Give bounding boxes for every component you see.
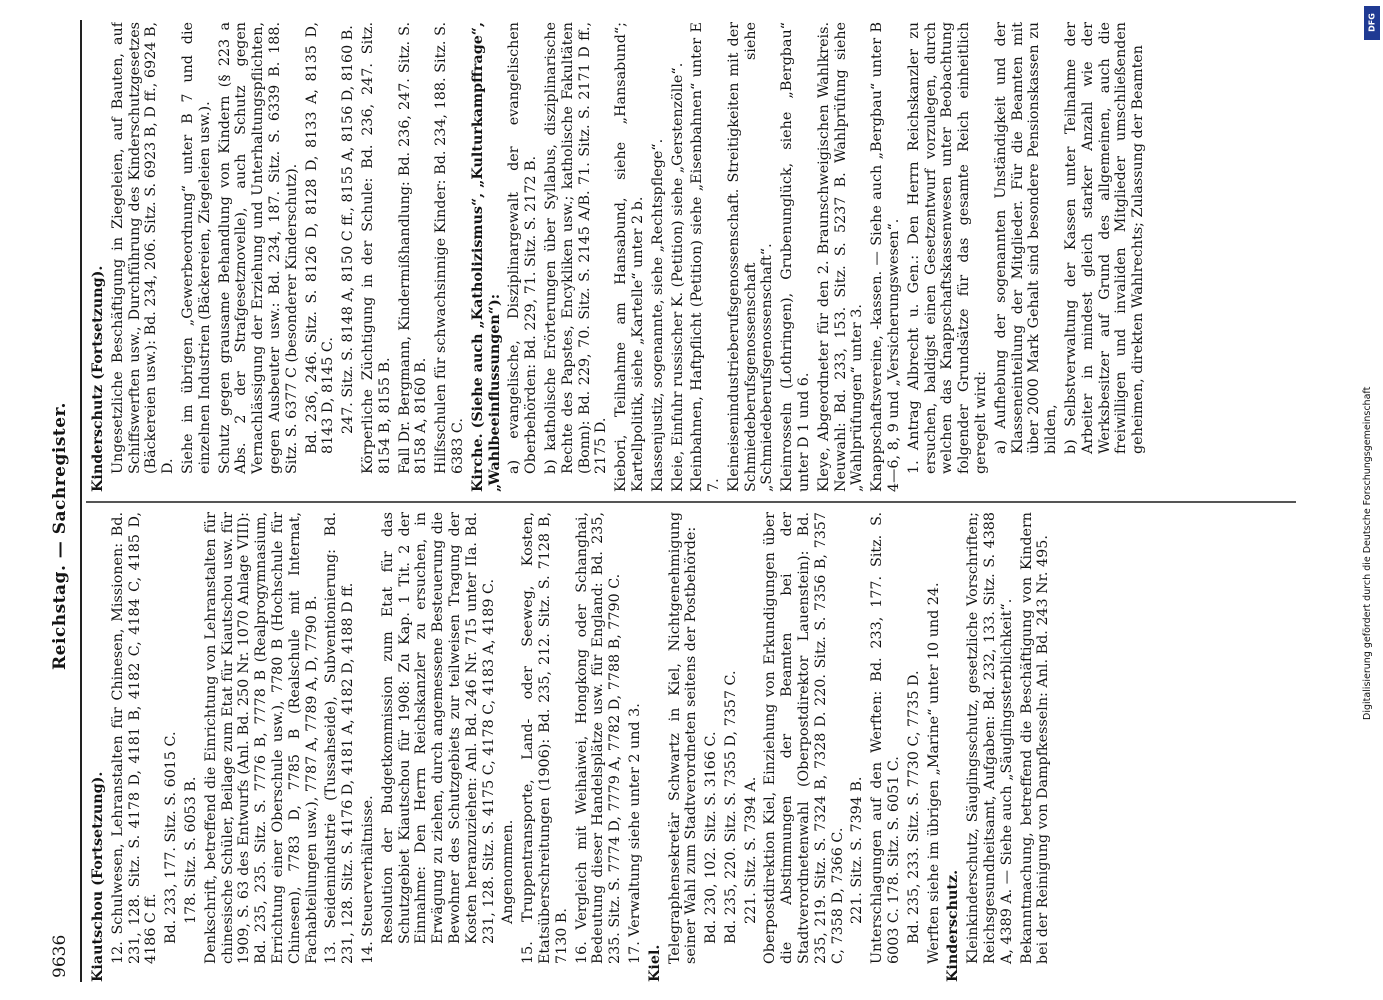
index-entry: Bekanntmachung, betreffend die Beschäftigung von Kindern bei der Reinigung von Dampfkesseln: Anl. Bd. 243 Nr. 495. — [1018, 512, 1052, 964]
index-heading: Kiel. — [646, 944, 663, 982]
index-entry: a) evangelische, Disziplinargewalt der evangelischen Oberbehörden: Bd. 229, 71. Sitz. S. 2172 B. — [506, 22, 540, 474]
index-entry: Fall Dr. Bergmann, Kindermißhandlung: Bd. 236, 247. Sitz. S. 8158 A, 8160 B. — [396, 22, 430, 474]
index-entry: Hilfsschulen für schwachsinnige Kinder: Bd. 234, 188. Sitz. S. 6383 C. — [433, 22, 466, 474]
index-entry: Denkschrift, betreffend die Einrichtung von Lehranstalten für chinesische Schüler, Beilage zum Etat für Kiautschou usw. für 1909, S. 63 des Entwurfs (Anl. Bd. 250 Nr. 1070 Anlage VIII): Bd. 235, 235. Sitz. S. 7776 B, 7778 B (Realprogymnasium, Errichtung einer Oberschule usw.), 7780 B (Hochschule für Chinesen), 7783 D, 7785 B (Realschule mit Internat, Fachabteilungen usw.), 7787 A, 7789 A, D, 7790 B. — [202, 512, 320, 964]
index-entry: Angenommen. — [500, 819, 517, 924]
index-entry: Oberpostdirektion Kiel, Einziehung von Erkundigungen über die Abstimmungen der Beamten bei der Stadtverordnetenwahl (Oberpostdirektor Lauenstein): Bd. 235, 219. Sitz. S. 7324 B, 7328 D. 220. Sitz. S. 7356 B, 7357 C, 7358 D, 7366 C. — [762, 512, 846, 964]
index-entry: Kleineisenindustrieberufsgenossenschaft. Streitigkeiten mit der Schmiedeberufsgenossenschaft siehe „Schmiedeberufsgenossenschaft“. — [725, 22, 776, 492]
dfg-logo: DFG — [1364, 6, 1380, 40]
credit-strip — [1362, 20, 1376, 720]
index-entry: Schutz gegen grausame Behandlung von Kindern (§ 223 a Abs. 2 der Strafgesetznovelle), auch Schutz gegen Vernachlässigung der Erziehung und Unterhaltungspflichten, gegen Ausbeuter usw.: Bd. 234, 187. Sitz. S. 6339 B. 188. Sitz. S. 6377 C (besonderer Kinderschutz). — [216, 22, 300, 474]
index-entry: Bd. 233, 177. Sitz. S. 6015 C. — [163, 731, 180, 944]
index-entry: Ungesetzliche Beschäftigung in Ziegeleien, auf Bauten, auf Schiffswerften usw., Durchführung des Kinderschutzgesetzes (Bäckereien usw.): Bd. 234, 206. Sitz. S. 6923 B, D ff., 6924 B, D. — [109, 22, 177, 474]
index-entry: Telegraphensekretär Schwartz in Kiel, Nichtgenehmigung seiner Wahl zum Stadtverordneten seitens der Postbehörde: — [666, 512, 700, 964]
index-entry: Kleye, Abgeordneter für den 2. Braunschweigischen Wahlkreis. Neuwahl: Bd. 233, 153. Sitz. S. 5237 B. Wahlprüfung siehe „Wahlprüfungen“ unter 3. — [815, 22, 866, 492]
index-entry: Werften siehe im übrigen „Marine“ unter 10 und 24. — [925, 582, 942, 964]
index-entry: Siehe im übrigen „Gewerbeordnung“ unter B 7 und die einzelnen Industrien (Bäckereien, Ziegeleien usw.). — [179, 22, 213, 474]
index-entry: 178. Sitz. S. 6053 B. — [182, 776, 199, 924]
page-number: 9636 — [50, 934, 70, 978]
index-entry: Kleinkinderschutz, Säuglingsschutz, gesetzliche Vorschriften; Reichsgesundheitsamt, Aufgaben: Bd. 232, 133. Sitz. S. 4388 A, 4389 A. — Siehe auch „Säuglingssterblichkeit“. — [965, 512, 1015, 964]
index-entry: 14. Steuerverhältnisse. — [359, 795, 376, 964]
index-entry: 12. Schulwesen, Lehranstalten für Chinesen, Missionen: Bd. 231, 128. Sitz. S. 4178 D, 4181 B, 4182 C, 4184 C, 4185 D, 4186 C ff. — [109, 512, 160, 964]
index-entry: 221. Sitz. S. 7394 A. — [742, 776, 759, 924]
right-column — [90, 22, 1290, 492]
index-entry: Unterschlagungen auf den Werften: Bd. 233, 177. Sitz. S. 6003 C. 178. Sitz. S. 6051 C. — [869, 512, 903, 964]
index-entry: Resolution der Budgetkommission zum Etat für das Schutzgebiet Kiautschou für 1908: Zu Kap. 1 Tit. 2 der Einnahme: Den Herrn Reichskanzler zu ersuchen, in Erwägung zu ziehen, durch angemessene Besteuerung die Bewohner des Schutzgebiets zur teilweisen Tragung der Kosten heranzuziehen: Anl. Bd. 246 Nr. 715 unter IIa. Bd. 231, 128. Sitz. S. 4175 C, 4178 C, 4183 A, 4189 C. — [379, 512, 497, 944]
index-entry: 13. Seidenindustrie (Tussahseide), Subventionierung: Bd. 231, 128. Sitz. S. 4176 D, 4181 A, 4182 D, 4188 D ff. — [323, 512, 357, 964]
column-separator — [86, 502, 1296, 504]
header-rule — [80, 20, 82, 982]
index-entry: 221. Sitz. S. 7394 B. — [849, 776, 866, 924]
index-entry: 16. Vergleich mit Weihaiwei, Hongkong oder Schanghai, Bedeutung dieser Handelsplätze usw. für England: Bd. 235, 235. Sitz. S. 7774 D, 7779 A, 7782 D, 7788 B, 7790 C. — [573, 512, 624, 964]
digitization-credit: Digitalisierung gefördert durch die Deutsche Forschungsgemeinschaft — [1362, 386, 1373, 720]
index-heading: Kinderschutz. — [945, 869, 962, 982]
index-entry: Kleie, Einfuhr russischer K. (Petition) siehe „Gerstenzölle“. — [669, 62, 686, 492]
index-heading: Kirche. (Siehe auch „Katholizismus“, „Kulturkampffrage“, „Wahlbeeinflussungen“): — [469, 22, 503, 492]
index-entry: 17. Verwaltung siehe unter 2 und 3. — [626, 703, 643, 964]
index-heading: Kinderschutz (Fortsetzung). — [90, 265, 106, 492]
index-entry: Klassenjustiz, sogenannte, siehe „Rechtspflege“. — [649, 138, 666, 492]
index-entry: Bd. 236, 246. Sitz. S. 8126 D, 8128 D, 8133 A, 8135 D, 8143 D, 8145 C. — [303, 22, 337, 454]
index-entry: b) Selbstverwaltung der Kassen unter Teilnahme der Arbeiter in mindest gleich starker Anzahl wie der Werksbesitzer auf Grund des allgemeinen, auch die freiwilligen und invaliden Mitglieder umschließenden geheimen, direkten Wahlrechts; Zulassung der Beamten — [1063, 22, 1147, 454]
index-entry: 15. Truppentransporte, Land- oder Seeweg, Kosten, Etatsüberschreitungen (1906): Bd. 235, 212. Sitz. S. 7128 B, 7130 B. — [520, 512, 570, 964]
index-entry: 1. Antrag Albrecht u. Gen.: Den Herrn Reichskanzler zu ersuchen, baldigst einen Gesetzentwurf vorzulegen, durch welchen das Knappschaftskassenwesen unter Beobachtung folgender Grundsätze für das gesamte Reich einheitlich geregelt wird: — [905, 22, 990, 474]
index-entry: Körperliche Züchtigung in der Schule: Bd. 236, 247. Sitz. 8154 B, 8155 B. — [359, 22, 393, 474]
index-heading: Kiautschou (Fortsetzung). — [90, 771, 106, 982]
index-entry: Knappschaftsvereine, -kassen. — Siehe auch „Bergbau“ unter B 4—6, 8, 9 und „Versicherungswesen“. — [869, 22, 903, 492]
index-entry: b) katholische Erörterungen über Syllabus, disziplinarische Rechte des Papstes, Encykliken usw.; katholische Fakultäten (Bonn): Bd. 229, 70. Sitz. S. 2145 A/B. 71. Sitz. S. 2171 D ff., 2175 D. — [542, 22, 610, 474]
index-entry: Bd. 235, 233. Sitz. S. 7730 C, 7735 D. — [905, 670, 922, 944]
index-entry: Kleinbahnen, Haftpflicht (Petition) siehe „Eisenbahnen“ unter E 7. — [689, 22, 723, 492]
running-head: Reichstag. — Sachregister. — [50, 402, 70, 670]
index-entry: Bd. 235, 220. Sitz. S. 7355 D, 7357 C. — [722, 670, 739, 944]
index-entry: Kleinrosseln (Lothringen), Grubenunglück, siehe „Bergbau“ unter D 1 und 6. — [779, 22, 813, 492]
index-entry: Kiebori, Teilnahme am Hansabund, siehe „Hansabund“; Kartellpolitik, siehe „Kartelle“ unter 2 b. — [613, 22, 646, 492]
index-entry: Bd. 230, 102. Sitz. S. 3166 C. — [703, 731, 720, 944]
index-entry: 247. Sitz. S. 8148 A, 8150 C ff., 8155 A, 8156 D, 8160 B. — [340, 25, 357, 434]
index-entry: a) Aufhebung der sogenannten Unständigkeit und der Klasseneinteilung der Mitglieder. Für die Beamten mit über 2000 Mark Gehalt sind besondere Pensionskassen zu bilden, — [992, 22, 1060, 454]
left-column — [90, 512, 1290, 982]
